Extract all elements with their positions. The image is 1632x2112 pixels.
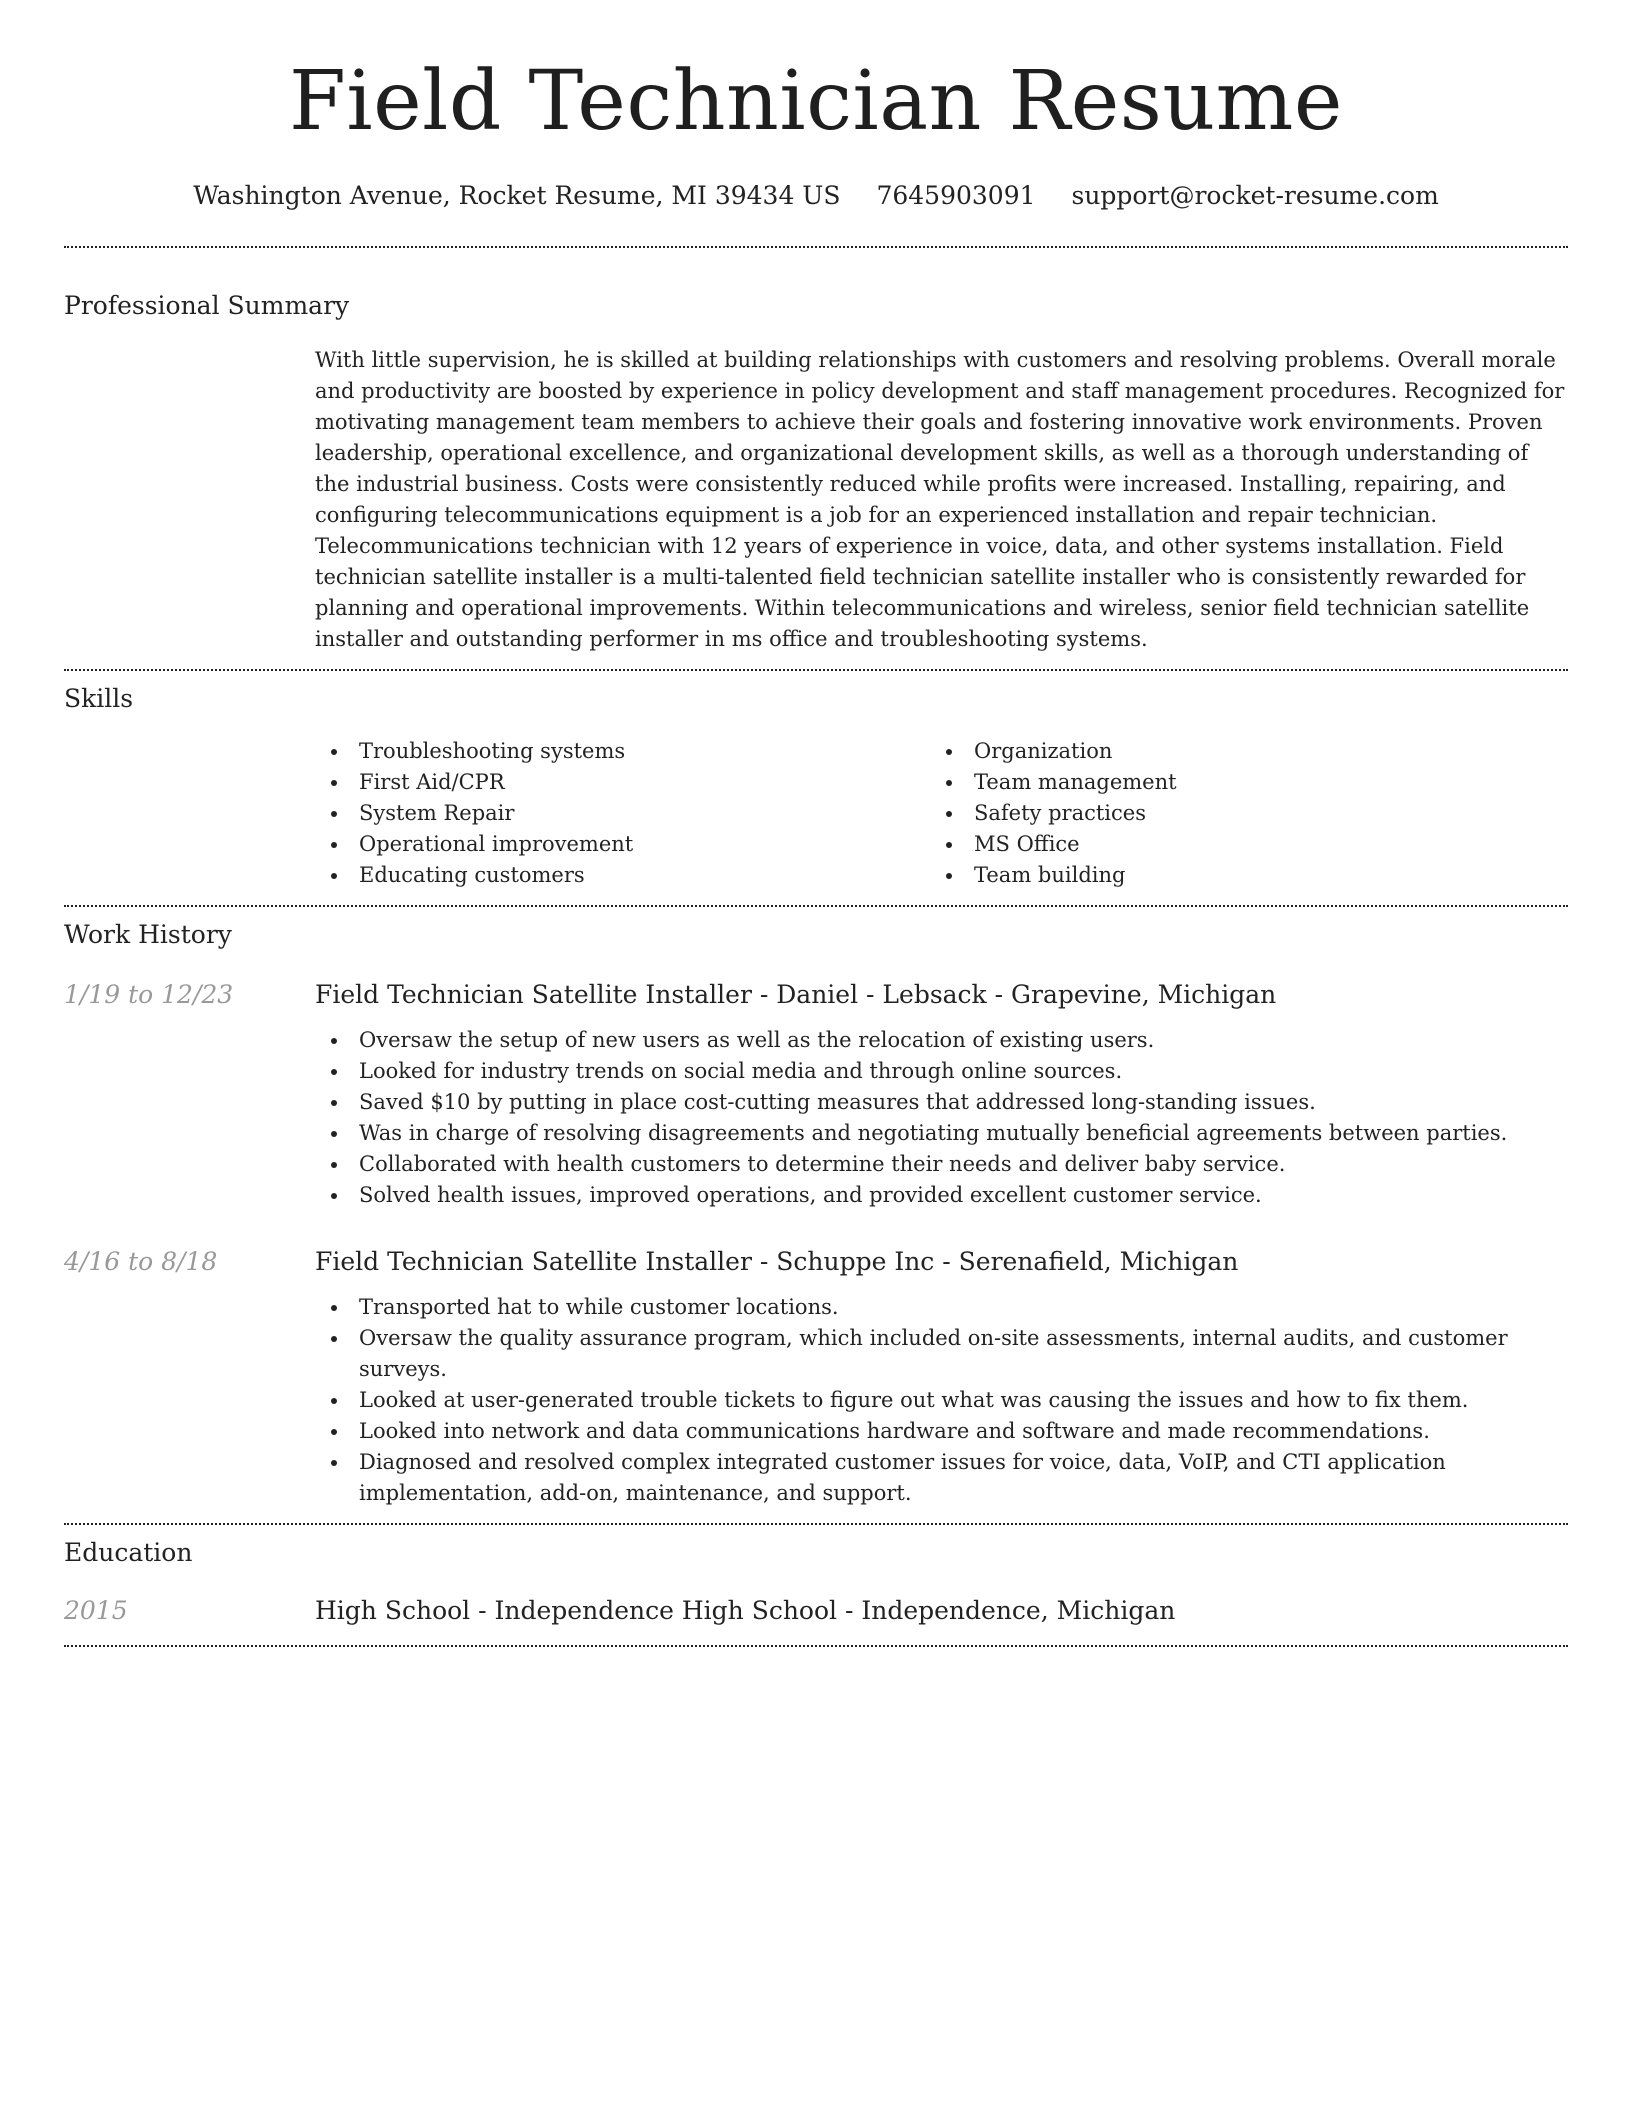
skills-list (315, 736, 1568, 891)
divider (64, 246, 1568, 248)
skill-item: Troubleshooting systems (315, 736, 930, 767)
skill-item: Organization (930, 736, 1545, 767)
skill-item: System Repair (315, 798, 930, 829)
contact-address: Washington Avenue, Rocket Resume, MI 39434 US (193, 181, 841, 210)
job-employer: - Daniel - Lebsack - Grapevine, Michigan (751, 980, 1277, 1009)
skill-item: Team management (930, 767, 1545, 798)
section-heading-education: Education (64, 1538, 193, 1567)
contact-email: support@rocket-resume.com (1071, 181, 1439, 210)
skill-item: Team building (930, 860, 1545, 891)
education-content (315, 1595, 1568, 1627)
job-bullet-list (315, 1292, 1568, 1509)
skill-item: Operational improvement (315, 829, 930, 860)
job-bullet: Looked at user-generated trouble tickets to figure out what was causing the issues and how to fix them. (315, 1385, 1568, 1416)
job-bullet: Solved health issues, improved operations, and provided excellent customer service. (315, 1180, 1568, 1211)
education-year: 2015 (64, 1596, 128, 1625)
resume-title: Field Technician Resume (289, 54, 1343, 149)
section-heading-skills: Skills (64, 684, 134, 713)
section-heading-summary: Professional Summary (64, 291, 350, 320)
job-role: Field Technician Satellite Installer (315, 1247, 752, 1276)
section-heading-work-history: Work History (64, 920, 232, 949)
job-entry (64, 1246, 1568, 1509)
skill-item: Safety practices (930, 798, 1545, 829)
job-heading (315, 1246, 1568, 1278)
divider (64, 1645, 1568, 1647)
education-entry (64, 1595, 1568, 1627)
job-bullet: Collaborated with health customers to determine their needs and deliver baby service. (315, 1149, 1568, 1180)
divider (64, 1523, 1568, 1525)
skill-item: First Aid/CPR (315, 767, 930, 798)
job-bullet: Oversaw the quality assurance program, which included on-site assessments, internal audits, and customer surveys. (315, 1323, 1568, 1385)
job-content (315, 1246, 1568, 1509)
divider (64, 669, 1568, 671)
job-bullet: Saved $10 by putting in place cost-cutting measures that addressed long-standing issues. (315, 1087, 1568, 1118)
skill-item: MS Office (930, 829, 1545, 860)
job-bullet: Diagnosed and resolved complex integrated customer issues for voice, data, VoIP, and CTI application implementation, add-on, maintenance, and support. (315, 1447, 1568, 1509)
skill-item: Educating customers (315, 860, 930, 891)
job-dates: 1/19 to 12/23 (64, 980, 234, 1009)
contact-phone: 7645903091 (876, 181, 1036, 210)
job-entry (64, 979, 1568, 1211)
summary-text: With little supervision, he is skilled at building relationships with customers and resolving problems. Overall morale and productivity are boosted by experience in policy development and staff management procedures. Recognized for motivating management team members to achieve their goals and fostering innovative work environments. Proven leadership, operational excellence, and organizational development skills, as well as a thorough understanding of the industrial business. Costs were consistently reduced while profits were increased. Installing, repairing, and configuring telecommunications equipment is a job for an experienced installation and repair technician. Telecommunications technician with 12 years of experience in voice, data, and other systems installation. Field technician satellite installer is a multi-talented field technician satellite installer who is consistently rewarded for planning and operational improvements. Within telecommunications and wireless, senior field technician satellite installer and outstanding performer in ms office and troubleshooting systems. (315, 348, 1565, 651)
job-bullet: Looked for industry trends on social media and through online sources. (315, 1056, 1568, 1087)
job-heading (315, 979, 1568, 1011)
job-bullet: Oversaw the setup of new users as well as the relocation of existing users. (315, 1025, 1568, 1056)
education-degree: High School (315, 1596, 471, 1625)
job-bullet: Looked into network and data communications hardware and software and made recommendations. (315, 1416, 1568, 1447)
resume-page (64, 0, 1568, 1647)
job-bullet: Was in charge of resolving disagreements and negotiating mutually beneficial agreements between parties. (315, 1118, 1568, 1149)
education-school: - Independence High School - Independence, Michigan (470, 1596, 1176, 1625)
skills-column-left (315, 736, 930, 891)
job-content (315, 979, 1568, 1211)
job-dates: 4/16 to 8/18 (64, 1247, 218, 1276)
job-employer: - Schuppe Inc - Serenafield, Michigan (751, 1247, 1239, 1276)
contact-line (64, 180, 1568, 212)
education-heading (315, 1595, 1568, 1627)
skills-column-right (930, 736, 1545, 891)
job-bullet: Transported hat to while customer locations. (315, 1292, 1568, 1323)
divider (64, 905, 1568, 907)
job-role: Field Technician Satellite Installer (315, 980, 752, 1009)
job-bullet-list (315, 1025, 1568, 1211)
